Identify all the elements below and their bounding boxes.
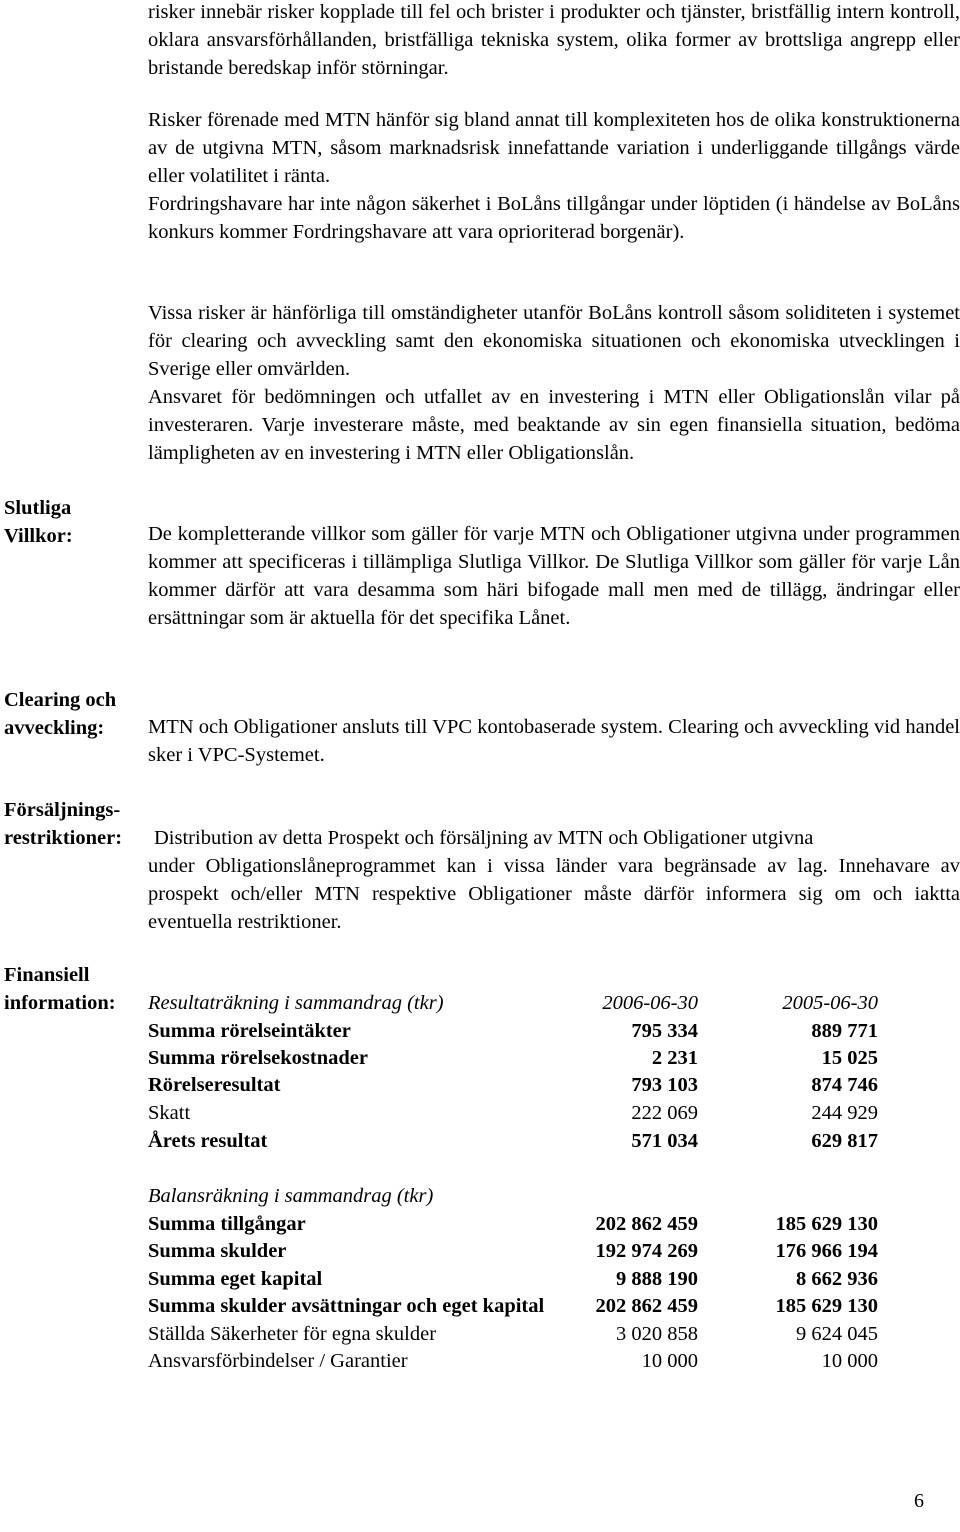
row-value-2006: 202 862 459 (595, 1295, 698, 1317)
table-row (148, 1127, 928, 1155)
slutliga-villkor-label (4, 494, 73, 550)
row-value-2006: 192 974 269 (595, 1240, 698, 1262)
row-value-2006: 2 231 (651, 1047, 698, 1069)
row-value-2006: 222 069 (631, 1102, 698, 1124)
row-value-2005: 629 817 (811, 1130, 878, 1152)
risk-section-2 (148, 106, 960, 246)
balans-header-row (148, 1182, 928, 1210)
row-value-2005: 185 629 130 (775, 1213, 878, 1235)
row-value-2005: 874 746 (811, 1074, 878, 1096)
forsaljning-label-line1: Försäljnings- (4, 799, 121, 821)
row-value-2005: 8 662 936 (796, 1268, 878, 1290)
risk-paragraph-1: risker innebär risker kopplade till fel och brister i produkter och tjänster, bristfällig intern kontroll, oklara ansvarsförhållanden, bristfälliga tekniska system, olika former av brottsliga angrepp eller bristande beredskap inför störningar. (148, 1, 960, 79)
forsaljning-first-line: Distribution av detta Prospekt och försäljning av MTN och Obligationer utgivna (154, 827, 814, 849)
balans-heading: Balansräkning i sammandrag (tkr) (148, 1185, 434, 1207)
risk-paragraph-3: Fordringshavare har inte någon säkerhet i BoLåns tillgångar under löptiden (i händelse av BoLåns konkurs kommer Fordringshavare att vara oprioriterad borgenär). (148, 193, 960, 243)
risk-paragraph-5: Ansvaret för bedömningen och utfallet av en investering i MTN eller Obligationslån vilar på investeraren. Varje investerare måste, med beaktande av sin egen finansiella situation, bedöma lämpligheten av en investering i MTN eller Obligationslån. (148, 386, 960, 464)
risk-paragraph-2: Risker förenade med MTN hänför sig bland annat till komplexiteten hos de olika konstruktionerna av de utgivna MTN, såsom marknadsrisk innefattande variation i underliggande tillgångs värde eller volatilitet i ränta. (148, 109, 960, 187)
row-value-2005: 185 629 130 (775, 1295, 878, 1317)
column-header-2006: 2006-06-30 (602, 992, 698, 1014)
page-number: 6 (914, 1490, 924, 1512)
risk-section-3 (148, 299, 960, 467)
column-header-2005: 2005-06-30 (782, 992, 878, 1014)
row-value-2006: 571 034 (631, 1130, 698, 1152)
slutliga-paragraph: De kompletterande villkor som gäller för varje MTN och Obligationer utgivna under programmen kommer att specificeras i tillämpliga Slutliga Villkor. De Slutliga Villkor som gäller för varje Lån kommer därför att vara desamma som häri bifogade mall men med de tillägg, ändringar eller ersättningar som är aktuella för det specifika Lånet. (148, 523, 960, 629)
row-label: Ansvarsförbindelser / Garantier (148, 1350, 408, 1372)
forsaljning-paragraph: under Obligationslåneprogrammet kan i vissa länder vara begränsade av lag. Innehavare av prospekt och/eller MTN respektive Obligationer måste därför informera sig om och iaktta eventuella restriktioner. (148, 855, 960, 933)
row-value-2005: 9 624 045 (796, 1323, 878, 1345)
table-row (148, 1265, 928, 1293)
row-label: Summa rörelsekostnader (148, 1047, 368, 1069)
risk-section (148, 0, 960, 82)
table-row (148, 1320, 928, 1348)
row-value-2005: 244 929 (811, 1102, 878, 1124)
slutliga-villkor-text (148, 520, 960, 632)
clearing-label-line2: avveckling: (4, 717, 105, 739)
row-value-2005: 10 000 (821, 1350, 878, 1372)
table-row (148, 1071, 928, 1099)
row-label: Skatt (148, 1102, 191, 1124)
row-value-2005: 889 771 (811, 1020, 878, 1042)
finansiell-label-line1: Finansiell (4, 964, 90, 986)
table-row (148, 1292, 928, 1320)
forsaljning-label-line2: restriktioner: (4, 827, 123, 849)
row-label: Summa rörelseintäkter (148, 1020, 351, 1042)
forsaljning-label (4, 796, 122, 852)
row-label: Summa skulder avsättningar och eget kapital (148, 1295, 545, 1317)
row-value-2006: 793 103 (631, 1074, 698, 1096)
row-value-2006: 10 000 (641, 1350, 698, 1372)
finansiell-label-line2: information: (4, 992, 116, 1014)
clearing-text (148, 713, 960, 769)
finansiell-label (4, 961, 116, 1017)
row-value-2006: 3 020 858 (616, 1323, 698, 1345)
row-label: Summa tillgångar (148, 1213, 306, 1235)
table-row (148, 1017, 928, 1045)
resultat-heading: Resultaträkning i sammandrag (tkr) (148, 992, 444, 1014)
row-label: Årets resultat (148, 1130, 268, 1152)
row-label: Summa eget kapital (148, 1268, 323, 1290)
row-value-2005: 15 025 (821, 1047, 878, 1069)
forsaljning-text (148, 852, 960, 936)
row-value-2006: 9 888 190 (616, 1268, 698, 1290)
row-label: Ställda Säkerheter för egna skulder (148, 1323, 437, 1345)
row-label: Summa skulder (148, 1240, 287, 1262)
resultat-header-row (148, 989, 928, 1017)
slutliga-label-line2: Villkor: (4, 525, 73, 547)
clearing-paragraph: MTN och Obligationer ansluts till VPC kontobaserade system. Clearing och avveckling vid handel sker i VPC-Systemet. (148, 716, 960, 766)
row-label: Rörelseresultat (148, 1074, 281, 1096)
row-value-2005: 176 966 194 (775, 1240, 878, 1262)
risk-paragraph-4: Vissa risker är hänförliga till omständigheter utanför BoLåns kontroll såsom soliditeten i systemet för clearing och avveckling samt den ekonomiska situationen och ekonomiska utvecklingen i Sverige eller omvärlden. (148, 302, 960, 380)
table-row (148, 1347, 928, 1375)
row-value-2006: 795 334 (631, 1020, 698, 1042)
clearing-label-line1: Clearing och (4, 689, 117, 711)
slutliga-label-line1: Slutliga (4, 497, 72, 519)
clearing-label (4, 686, 116, 742)
table-row (148, 1210, 928, 1238)
table-row (148, 1044, 928, 1072)
table-row (148, 1099, 928, 1127)
table-row (148, 1237, 928, 1265)
row-value-2006: 202 862 459 (595, 1213, 698, 1235)
